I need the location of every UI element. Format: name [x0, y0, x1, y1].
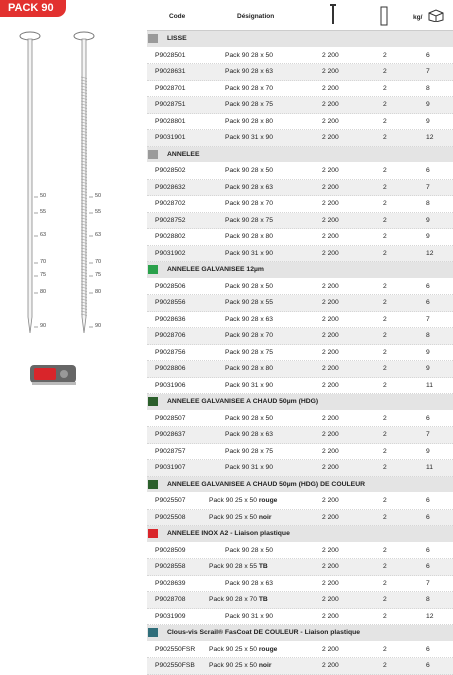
cell-quantity: 2 200: [322, 101, 339, 108]
section-color-swatch: [148, 150, 158, 159]
cell-designation: Pack 90 31 x 90: [225, 134, 273, 141]
cell-code: P9028501: [155, 51, 186, 59]
scale-mark: 75: [95, 272, 102, 278]
cell-weight: 9: [426, 447, 430, 455]
table-row: [147, 312, 453, 329]
cell-quantity: 2 200: [322, 299, 339, 306]
cell-designation: Pack 90 28 x 50: [225, 51, 273, 59]
cell-weight: 9: [426, 216, 430, 224]
table-row: [147, 642, 453, 659]
table-row: [147, 609, 453, 626]
cell-code: P9028802: [155, 233, 186, 240]
cell-quantity: 2 200: [322, 447, 339, 455]
table-row: [147, 163, 453, 180]
cell-code: P9028706: [155, 332, 186, 339]
nail-icon: [330, 4, 336, 26]
cell-code: P902550FSB: [155, 662, 195, 669]
table-row: [147, 64, 453, 81]
cell-boxes: 2: [383, 315, 387, 323]
cell-weight: 7: [426, 68, 430, 75]
cell-weight: 7: [426, 183, 430, 191]
cell-quantity: 2 200: [322, 282, 339, 290]
cell-designation: Pack 90 28 x 63: [225, 183, 273, 191]
table-row: [147, 576, 453, 593]
cell-code: P9028507: [155, 414, 186, 422]
scale-mark: 80: [40, 289, 47, 295]
cell-quantity: 2 200: [322, 68, 339, 75]
cell-weight: 6: [426, 513, 430, 521]
cell-boxes: 2: [383, 464, 387, 471]
cell-weight: 8: [426, 332, 430, 339]
col-weight: kg/: [413, 14, 423, 21]
table-row: [147, 592, 453, 609]
section-title: ANNELEE GALVANISEE 12µm: [167, 266, 264, 273]
scale-mark: 63: [40, 232, 47, 238]
cell-boxes: 2: [383, 596, 387, 603]
cell-boxes: 2: [383, 299, 387, 306]
section-title: ANNELEE GALVANISEE A CHAUD 50µm (HDG) DE COULEUR: [167, 480, 366, 488]
cell-quantity: 2 200: [322, 431, 339, 438]
cell-code: P902550FSR: [155, 645, 196, 653]
scale-mark: 75: [40, 272, 47, 278]
product-table: [147, 0, 453, 675]
cell-code: P9031901: [155, 134, 186, 141]
section-header: [147, 147, 453, 164]
cell-weight: 12: [426, 612, 434, 620]
cell-weight: 6: [426, 662, 430, 669]
cell-designation: Pack 90 25 x 50 noir: [209, 662, 272, 669]
section-color-swatch: [148, 34, 158, 43]
cell-weight: 9: [426, 117, 430, 125]
scale-mark: 63: [95, 232, 102, 238]
cell-quantity: 2 200: [322, 497, 339, 504]
cell-boxes: 2: [383, 84, 387, 92]
cell-quantity: 2 200: [322, 414, 339, 422]
cell-code: P9028701: [155, 84, 186, 92]
cell-designation: Pack 90 25 x 50 rouge: [209, 497, 278, 504]
cell-designation: Pack 90 28 x 63: [225, 431, 273, 438]
cell-boxes: 2: [383, 365, 387, 372]
section-header: [147, 526, 453, 543]
cell-designation: Pack 90 28 x 50: [225, 546, 273, 554]
table-row: [147, 345, 453, 362]
table-row: [147, 559, 453, 576]
cell-boxes: 2: [383, 249, 387, 257]
cell-weight: 11: [426, 464, 433, 471]
cell-weight: 9: [426, 101, 430, 108]
cell-quantity: 2 200: [322, 381, 339, 389]
cell-designation: Pack 90 28 x 80: [225, 117, 273, 125]
cell-designation: Pack 90 28 x 55 TB: [209, 563, 268, 570]
cell-designation: Pack 90 28 x 75: [225, 216, 273, 224]
cell-designation: Pack 90 28 x 70: [225, 200, 273, 207]
section-header: [147, 394, 453, 411]
scale-mark: 80: [95, 289, 102, 295]
table-row: [147, 246, 453, 263]
cell-code: P9031907: [155, 464, 186, 471]
scale-mark: 90: [40, 323, 47, 329]
cell-quantity: 2 200: [322, 200, 339, 207]
table-row: [147, 510, 453, 527]
cell-weight: 11: [426, 381, 433, 389]
col-code: Code: [169, 13, 186, 20]
table-row: [147, 229, 453, 246]
table-header: [147, 0, 453, 31]
cell-weight: 6: [426, 497, 430, 504]
section-header: [147, 262, 453, 279]
cell-designation: Pack 90 28 x 50: [225, 414, 273, 422]
cell-code: P9028556: [155, 299, 186, 306]
section-header: [147, 31, 453, 48]
table-row: [147, 130, 453, 147]
cell-designation: Pack 90 28 x 80: [225, 233, 273, 240]
cell-boxes: 2: [383, 662, 387, 669]
cell-boxes: 2: [383, 447, 387, 455]
section-header: [147, 477, 453, 494]
nail-pack-product-image: [28, 362, 78, 388]
cell-designation: Pack 90 28 x 75: [225, 348, 273, 356]
cell-weight: 8: [426, 596, 430, 603]
scale-mark: 70: [40, 259, 47, 265]
cell-boxes: 2: [383, 612, 387, 620]
section-color-swatch: [148, 265, 158, 274]
cell-code: P9031906: [155, 381, 186, 389]
table-row: [147, 114, 453, 131]
cell-code: P9028751: [155, 101, 186, 108]
table-row: [147, 378, 453, 395]
cell-code: P9028637: [155, 431, 186, 438]
cell-code: P9031902: [155, 249, 186, 257]
cell-code: P9028639: [155, 579, 186, 587]
box-icon: [380, 6, 388, 26]
cell-boxes: 2: [383, 216, 387, 224]
scale-mark: 50: [40, 193, 47, 199]
table-row: [147, 48, 453, 65]
cell-boxes: 2: [383, 51, 387, 59]
table-row: [147, 81, 453, 98]
cell-boxes: 2: [383, 233, 387, 240]
cell-quantity: 2 200: [322, 134, 339, 141]
cell-designation: Pack 90 28 x 63: [225, 68, 273, 75]
cell-designation: Pack 90 28 x 70 TB: [209, 596, 268, 603]
cell-weight: 6: [426, 563, 430, 570]
cell-designation: Pack 90 28 x 50: [225, 282, 273, 290]
cell-quantity: 2 200: [322, 596, 339, 603]
cell-boxes: 2: [383, 200, 387, 207]
cell-boxes: 2: [383, 348, 387, 356]
scale-mark: 55: [95, 209, 102, 215]
cell-quantity: 2 200: [322, 233, 339, 240]
cell-designation: Pack 90 25 x 50 rouge: [209, 645, 278, 653]
cell-boxes: 2: [383, 563, 387, 570]
cell-designation: Pack 90 28 x 70: [225, 332, 273, 339]
cell-code: P9028752: [155, 216, 186, 224]
table-row: [147, 196, 453, 213]
cell-quantity: 2 200: [322, 645, 339, 653]
table-row: [147, 658, 453, 675]
cell-boxes: 2: [383, 513, 387, 521]
cell-weight: 12: [426, 249, 434, 257]
cell-quantity: 2 200: [322, 332, 339, 339]
cell-weight: 6: [426, 282, 430, 290]
cell-quantity: 2 200: [322, 249, 339, 257]
cell-designation: Pack 90 28 x 80: [225, 365, 273, 372]
cell-boxes: 2: [383, 431, 387, 438]
cell-boxes: 2: [383, 332, 387, 339]
cell-designation: Pack 90 31 x 90: [225, 464, 273, 471]
cell-boxes: 2: [383, 546, 387, 554]
cell-boxes: 2: [383, 645, 387, 653]
cell-boxes: 2: [383, 282, 387, 290]
cell-quantity: 2 200: [322, 513, 339, 521]
table-row: [147, 411, 453, 428]
table-row: [147, 543, 453, 560]
cell-boxes: 2: [383, 497, 387, 504]
weight-box-icon: [427, 8, 445, 22]
scale-mark: 70: [95, 259, 102, 265]
section-color-swatch: [148, 480, 158, 489]
cell-boxes: 2: [383, 414, 387, 422]
cell-weight: 9: [426, 233, 430, 240]
cell-designation: Pack 90 28 x 50: [225, 167, 273, 174]
section-color-swatch: [148, 397, 158, 406]
cell-boxes: 2: [383, 381, 387, 389]
cell-boxes: 2: [383, 579, 387, 587]
cell-boxes: 2: [383, 68, 387, 75]
table-row: [147, 328, 453, 345]
cell-weight: 6: [426, 167, 430, 174]
cell-boxes: 2: [383, 167, 387, 174]
cell-code: P9028506: [155, 282, 186, 290]
cell-designation: Pack 90 31 x 90: [225, 381, 273, 389]
cell-quantity: 2 200: [322, 612, 339, 620]
table-row: [147, 295, 453, 312]
cell-quantity: 2 200: [322, 563, 339, 570]
cell-weight: 7: [426, 431, 430, 438]
section-color-swatch: [148, 529, 158, 538]
cell-code: P9028756: [155, 348, 186, 356]
table-row: [147, 361, 453, 378]
cell-boxes: 2: [383, 183, 387, 191]
cell-weight: 6: [426, 414, 430, 422]
cell-designation: Pack 90 28 x 55: [225, 299, 273, 306]
cell-code: P9028702: [155, 200, 186, 207]
section-title: LISSE: [167, 35, 187, 42]
cell-weight: 6: [426, 546, 430, 554]
table-row: [147, 180, 453, 197]
table-row: [147, 460, 453, 477]
cell-quantity: 2 200: [322, 167, 339, 174]
cell-quantity: 2 200: [322, 51, 339, 59]
cell-quantity: 2 200: [322, 117, 339, 125]
cell-quantity: 2 200: [322, 315, 339, 323]
table-row: [147, 213, 453, 230]
cell-weight: 6: [426, 299, 430, 306]
table-row: [147, 493, 453, 510]
table-row: [147, 97, 453, 114]
cell-code: P9031909: [155, 612, 186, 620]
table-row: [147, 279, 453, 296]
cell-designation: Pack 90 28 x 70: [225, 84, 273, 92]
cell-code: P9028806: [155, 365, 186, 372]
section-title: ANNELEE INOX A2 - Liaison plastique: [167, 530, 290, 537]
table-row: [147, 427, 453, 444]
section-title: ANNELEE: [167, 150, 200, 158]
nail-illustrations: [0, 17, 145, 642]
cell-code: P9028708: [155, 596, 186, 603]
cell-code: P9028558: [155, 563, 186, 570]
sections-container: [147, 31, 453, 675]
cell-designation: Pack 90 25 x 50 noir: [209, 513, 272, 521]
cell-quantity: 2 200: [322, 464, 339, 471]
cell-quantity: 2 200: [322, 662, 339, 669]
cell-code: P9028509: [155, 546, 186, 554]
cell-boxes: 2: [383, 134, 387, 141]
cell-code: P9025508: [155, 513, 186, 521]
cell-designation: Pack 90 31 x 90: [225, 249, 273, 257]
cell-weight: 9: [426, 365, 430, 372]
cell-code: P9028636: [155, 315, 186, 323]
scale-mark: 50: [95, 193, 102, 199]
cell-code: P9028502: [155, 167, 186, 174]
cell-weight: 8: [426, 200, 430, 207]
section-title: ANNELEE GALVANISEE A CHAUD 50µm (HDG): [167, 398, 319, 405]
cell-weight: 7: [426, 579, 430, 587]
scale-mark: 55: [40, 209, 47, 215]
section-title: Clous-vis Scrail® FasCoat DE COULEUR - Liaison plastique: [167, 629, 361, 636]
section-header: [147, 625, 453, 642]
nail-drawing: [0, 17, 145, 347]
cell-code: P9025507: [155, 497, 186, 504]
cell-quantity: 2 200: [322, 183, 339, 191]
cell-weight: 12: [426, 134, 434, 141]
cell-code: P9028631: [155, 68, 186, 75]
cell-weight: 8: [426, 84, 430, 92]
cell-quantity: 2 200: [322, 84, 339, 92]
cell-weight: 6: [426, 645, 430, 653]
cell-weight: 6: [426, 51, 430, 59]
cell-quantity: 2 200: [322, 348, 339, 356]
cell-designation: Pack 90 28 x 63: [225, 579, 273, 587]
cell-boxes: 2: [383, 117, 387, 125]
cell-quantity: 2 200: [322, 216, 339, 224]
cell-designation: Pack 90 28 x 63: [225, 315, 273, 323]
cell-designation: Pack 90 28 x 75: [225, 447, 273, 455]
cell-quantity: 2 200: [322, 579, 339, 587]
cell-weight: 9: [426, 348, 430, 356]
scale-mark: 90: [95, 323, 102, 329]
cell-weight: 7: [426, 315, 430, 323]
cell-code: P9028801: [155, 117, 186, 125]
cell-quantity: 2 200: [322, 546, 339, 554]
table-row: [147, 444, 453, 461]
cell-designation: Pack 90 31 x 90: [225, 612, 273, 620]
cell-designation: Pack 90 28 x 75: [225, 101, 273, 108]
cell-code: P9028632: [155, 183, 186, 191]
cell-quantity: 2 200: [322, 365, 339, 372]
col-designation: Désignation: [237, 13, 275, 20]
cell-boxes: 2: [383, 101, 387, 108]
cell-code: P9028757: [155, 447, 186, 455]
pack-label: PACK 90: [0, 0, 66, 17]
section-color-swatch: [148, 628, 158, 637]
